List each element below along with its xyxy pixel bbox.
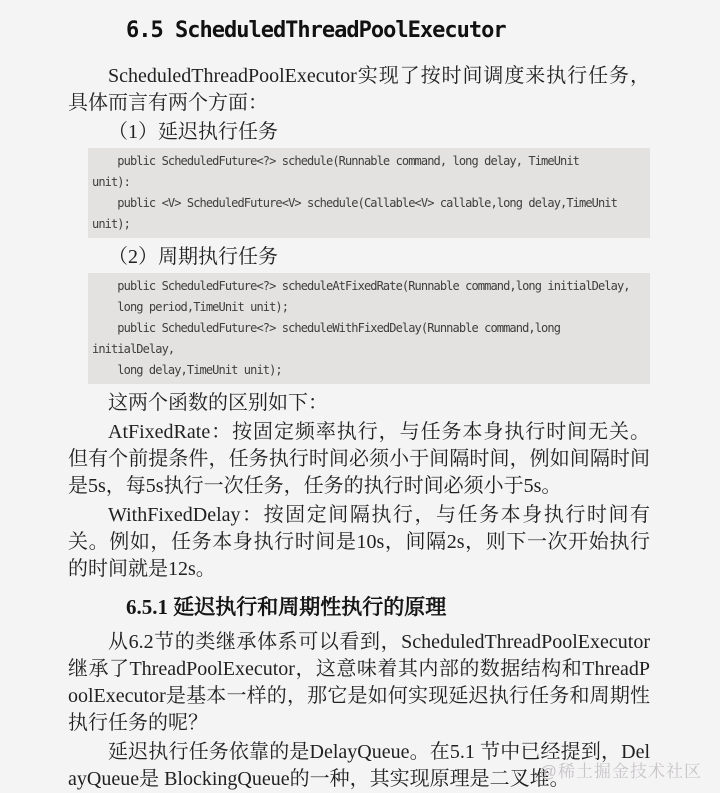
watermark: @稀土掘金技术社区 (539, 762, 702, 781)
paragraph-with-fixed-delay: WithFixedDelay：按固定间隔执行，与任务本身执行时间有关。例如，任务本身执行时间是10s，间隔2s，则下一次开始执行的时间就是12s。 (68, 504, 650, 580)
list-item-periodic-task: （2）周期执行任务 (108, 246, 278, 268)
paragraph-intro: ScheduledThreadPoolExecutor实现了按时间调度来执行任务，具体而言有两个方面： (68, 65, 650, 114)
paragraph-delay-queue: 延迟执行任务依靠的是DelayQueue。在5.1 节中已经提到，DelayQueue是 BlockingQueue的一种，其实现原理是二叉堆。 (68, 741, 650, 790)
code-block-schedule (88, 148, 650, 238)
code-block-fixed-rate (88, 273, 650, 384)
subsection-title: 6.5.1 延迟执行和周期性执行的原理 (126, 595, 447, 619)
code-line: unit); (92, 217, 130, 231)
code-line: long period,TimeUnit unit); (92, 300, 289, 314)
code-line: public ScheduledFuture<?> scheduleWithFixedDelay(Runnable command,long (92, 321, 561, 335)
list-item-delayed-task: （1）延迟执行任务 (108, 121, 278, 143)
code-line: unit): (92, 175, 130, 189)
section-title: 6.5 ScheduledThreadPoolExecutor (126, 18, 506, 43)
code-line: initialDelay, (92, 342, 175, 356)
code-line: public ScheduledFuture<?> scheduleAtFixedRate(Runnable command,long initialDelay, (92, 279, 630, 293)
paragraph-difference-intro: 这两个函数的区别如下： (108, 392, 328, 414)
code-line: long delay,TimeUnit unit); (92, 363, 282, 377)
code-line: public ScheduledFuture<?> schedule(Runnable command, long delay, TimeUnit (92, 154, 579, 168)
paragraph-at-fixed-rate: AtFixedRate：按固定频率执行，与任务本身执行时间无关。但有个前提条件，任务执行时间必须小于间隔时间，例如间隔时间是5s，每5s执行一次任务，任务的执行时间必须小于5s。 (68, 421, 650, 497)
code-line: public <V> ScheduledFuture<V> schedule(Callable<V> callable,long delay,TimeUnit (92, 196, 617, 210)
paragraph-inheritance: 从6.2节的类继承体系可以看到，ScheduledThreadPoolExecutor继承了ThreadPoolExecutor，这意味着其内部的数据结构和ThreadPoolExecutor是基本一样的，那它是如何实现延迟执行任务和周期性执行任务的呢？ (68, 631, 650, 734)
